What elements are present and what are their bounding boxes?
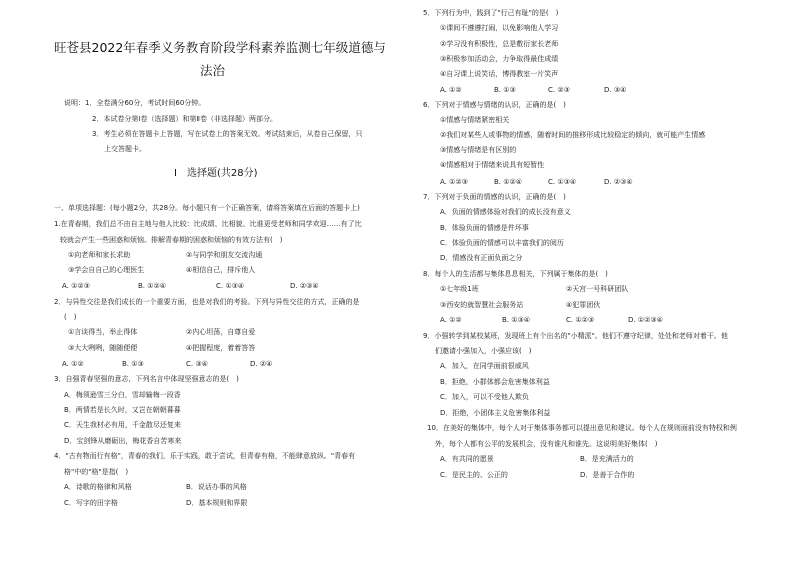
q4-opt: D．基本规则和界限 [186, 499, 248, 507]
q6-answer: D. ②③④ [604, 178, 633, 186]
q10-opt: C．是民主的、公正的 [440, 471, 508, 479]
q10-stem: 10．在美好的集体中，每个人对于集体事务都可以提出意见和建议。每个人在规则面前没有特权和例 [427, 424, 737, 432]
q5-item: ④自习课上说笑话，博得教室一片笑声 [440, 70, 559, 78]
q5-item: ③积极参加活动会，力争取得最佳成绩 [440, 55, 559, 63]
q9-opt: B．拒绝，小群体都会危害集体利益 [440, 378, 550, 386]
q2-answer: D. ②④ [250, 360, 273, 368]
exam-title-line1: 旺苍县2022年春季义务教育阶段学科素养监测七年级道德与 [54, 40, 386, 55]
q8-item: ②天宫一号科研团队 [566, 285, 629, 293]
q10-opt: D．是善于合作的 [580, 471, 635, 479]
q1-answer: D. ②③④ [290, 282, 319, 290]
q6-answer: A. ①②③ [440, 178, 468, 186]
q9-opt: A．加入，在同学面前很威风 [440, 362, 529, 370]
note-3: 3．考生必须在答题卡上答题，写在试卷上的答案无效。考试结束后，从卷自己保留，只 [92, 130, 363, 138]
q8-answer: D. ①②③④ [628, 316, 663, 324]
q3-stem: 3．自强青春坚强的意志，下列名言中体现坚强意志的是( ) [54, 375, 239, 383]
note-2: 2．本试卷分第Ⅰ卷（选择题）和第Ⅱ卷（非选择题）两部分。 [92, 115, 277, 123]
section-heading: Ⅰ 选择题(共28分) [174, 168, 258, 179]
q2-opt: ①言谈得当，举止得体 [68, 328, 138, 336]
q1-opt: ③学会自自己的心理医生 [68, 266, 145, 274]
q6-item: ④情感相对于情绪来说具有短暂性 [440, 161, 545, 169]
q8-item: ④犯罪团伙 [566, 301, 601, 309]
q8-stem: 8．每个人的生活都与集体息息相关，下列属于集体的是( ) [423, 270, 608, 278]
exam-title-line2: 法治 [200, 63, 226, 78]
q1-stem-cont: 较就会产生一些困惑和烦恼。排解青春期的困惑和烦恼的有效方法有( ) [60, 236, 283, 244]
q6-answer: B. ①②④ [494, 178, 523, 186]
q1-answer: A. ①②③ [62, 282, 90, 290]
q5-stem: 5．下列行为中，践到了"行己有耻"的是( ) [423, 9, 559, 17]
q3-opt: A．梅须逊雪三分白，雪却输梅一段香 [64, 391, 181, 399]
q5-item: ①课间不遵遵打闹，以免影响他人学习 [440, 24, 559, 32]
q1-answer: C. ①③④ [216, 282, 245, 290]
q1-opt: ④相信自己，排斥他人 [186, 266, 256, 274]
q1-opt: ①向老师和家长求助 [68, 251, 131, 259]
q4-opt: A．诗歌的格律和风格 [64, 483, 132, 491]
q2-opt: ③大大咧咧，随随便便 [68, 344, 138, 352]
q1-stem: 1.在青春期，我们总不由自主地与他人比较：比成绩、比相貌、比谁更受老师和同学欢迎……有了比 [54, 220, 362, 228]
q7-opt: C．体验负面的情感可以丰富我们的阅历 [440, 239, 564, 247]
q4-opt: B．说话办事的风格 [186, 483, 247, 491]
q2-stem-cont: ( ) [64, 313, 77, 321]
q2-stem: 2．与异性交往是我们成长的一个重要方面，也是对我们的考验。下列与异性交往的方式，正确的是 [54, 298, 360, 306]
q8-answer: A. ①② [440, 316, 462, 324]
q3-opt: B．两情若是长久时，又岂在朝朝暮暮 [64, 406, 181, 414]
q1-answer: B. ①②④ [138, 282, 167, 290]
q9-stem-cont: 们邀请小强加入，小强应该( ) [435, 347, 532, 355]
q7-stem: 7．下列对于负面的情感的认识，正确的是( ) [423, 193, 566, 201]
q5-answer: B. ①③ [494, 86, 516, 94]
q9-opt: D．拒绝，小团体主义危害集体利益 [440, 409, 551, 417]
q2-opt: ②内心坦荡，自尊自爱 [186, 328, 256, 336]
q8-item: ③西安的就智慧社会服务站 [440, 301, 524, 309]
q4-stem: 4．"古有物而行有格"，青春的我们，乐于实践，敢于尝试，但青春有格，不能肆意放纵。"青春有 [54, 452, 356, 460]
q2-answer: B. ①③ [122, 360, 144, 368]
q7-opt: A．负面的情感体验对我们的成长没有意义 [440, 208, 571, 216]
q8-answer: C. ①②③ [566, 316, 595, 324]
q10-opt: A．有共同的愿景 [440, 455, 494, 463]
q2-answer: A. ①② [62, 360, 84, 368]
q10-opt: B．是充满活力的 [580, 455, 634, 463]
q2-answer: C. ③④ [186, 360, 208, 368]
note-1: 说明：1．全卷满分60分，考试时间60分钟。 [64, 99, 206, 107]
q3-opt: D．宝剑锋从磨砺出，梅花香自苦寒来 [64, 437, 182, 445]
q1-opt: ②与同学和朋友交流沟通 [186, 251, 263, 259]
q6-item: ②我们对某些人或事物的情感，随着时间的推移形成比较稳定的倾向，就可能产生情感 [440, 131, 706, 139]
q7-opt: D．情感没有正面负面之分 [440, 254, 523, 262]
q9-stem: 9．小强转学到某校某班，发现班上有个出名的"小精派"。他们不遵守纪律，处处和老师对着干。他 [423, 332, 728, 340]
q9-opt: C．加入，可以不受他人欺负 [440, 393, 529, 401]
note-3-cont: 上交答题卡。 [104, 145, 146, 153]
q4-stem-cont: 格"中的"格"是指( ) [64, 468, 129, 476]
q6-answer: C. ①③④ [548, 178, 577, 186]
q5-answer: D. ③④ [604, 86, 627, 94]
q6-item: ①情感与情绪紧密相关 [440, 116, 510, 124]
q7-opt: B．体验负面的情感是件坏事 [440, 224, 529, 232]
instructions: 一、单项选择题：(每小题2分，共28分。每小题只有一个正确答案，请将答案填在后面的答题卡上) [54, 204, 360, 212]
q8-item: ①七年级1班 [440, 285, 479, 293]
q4-opt: C．写字的田字格 [64, 499, 118, 507]
q6-stem: 6．下列对于情感与情绪的认识，正确的是( ) [423, 101, 566, 109]
q10-stem-cont: 外，每个人都有公平的发展机会，没有谁凡和谁先。这说明美好集体( ) [435, 440, 658, 448]
q6-item: ③情感与情绪是有区别的 [440, 146, 517, 154]
q5-answer: C. ②③ [548, 86, 570, 94]
q5-answer: A. ①② [440, 86, 462, 94]
q3-opt: C．天生我材必有用，千金散尽还复来 [64, 421, 181, 429]
q8-answer: B. ①③④ [502, 316, 531, 324]
q5-item: ②学习没有积极性，总是敷衍家长老师 [440, 40, 559, 48]
q2-opt: ④把握程度，着着答答 [186, 344, 256, 352]
